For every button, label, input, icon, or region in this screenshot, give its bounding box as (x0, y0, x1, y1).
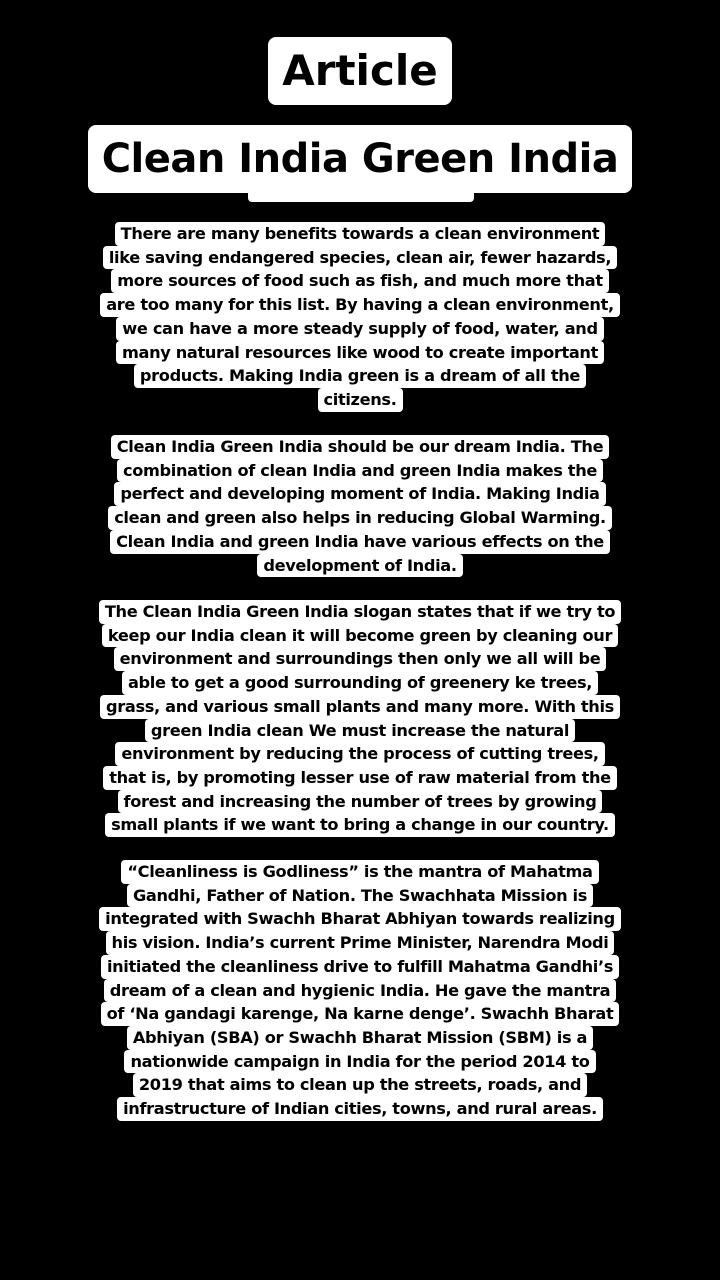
page-title (0, 125, 720, 193)
paragraph-line: able to get a good surrounding of greenery ke trees, (122, 671, 598, 695)
paragraph-line: “Cleanliness is Godliness” is the mantra of Mahatma (121, 860, 598, 884)
paragraph-line: we can have a more steady supply of food, water, and (116, 317, 603, 341)
paragraph-line: nationwide campaign in India for the period 2014 to (124, 1050, 595, 1074)
paragraph-line: keep our India clean it will become green by cleaning our (102, 624, 618, 648)
paragraph-line: dream of a clean and hygienic India. He gave the mantra (104, 979, 617, 1003)
article-label (0, 37, 720, 105)
paragraph-line: are too many for this list. By having a clean environment, (100, 293, 620, 317)
paragraph-3 (0, 600, 720, 837)
paragraph-line: like saving endangered species, clean air, fewer hazards, (103, 246, 617, 270)
paragraph-line: small plants if we want to bring a change in our country. (105, 813, 615, 837)
paragraph-line: Gandhi, Father of Nation. The Swachhata Mission is (127, 884, 593, 908)
paragraph-line: development of India. (257, 554, 462, 578)
paragraph-line: more sources of food such as fish, and much more that (111, 269, 608, 293)
paragraph-line: Clean India Green India should be our dream India. The (111, 435, 609, 459)
paragraph-line: initiated the cleanliness drive to fulfill Mahatma Gandhi’s (101, 955, 619, 979)
paragraph-line: infrastructure of Indian cities, towns, and rural areas. (117, 1097, 603, 1121)
page-title-text: Clean India Green India (88, 125, 633, 193)
paragraph-line: The Clean India Green India slogan states that if we try to (99, 600, 621, 624)
paragraph-line: forest and increasing the number of trees by growing (118, 790, 603, 814)
paragraph-line: of ‘Na gandagi karenge, Na karne denge’. Swachh Bharat (101, 1002, 620, 1026)
paragraph-1 (0, 222, 720, 412)
paragraph-line: citizens. (318, 388, 403, 412)
paragraph-line: combination of clean India and green India makes the (117, 459, 603, 483)
paragraph-line: his vision. India’s current Prime Minister, Narendra Modi (106, 931, 615, 955)
paragraph-line: integrated with Swachh Bharat Abhiyan towards realizing (99, 907, 621, 931)
article-label-text: Article (268, 37, 451, 105)
paragraph-line: environment and surroundings then only we all will be (114, 647, 607, 671)
paragraph-line: 2019 that aims to clean up the streets, roads, and (133, 1073, 587, 1097)
paragraph-4 (0, 860, 720, 1121)
paragraph-line: perfect and developing moment of India. Making India (114, 482, 605, 506)
paragraph-line: that is, by promoting lesser use of raw material from the (103, 766, 617, 790)
paragraph-2 (0, 435, 720, 577)
paragraph-line: environment by reducing the process of cutting trees, (115, 742, 604, 766)
paragraph-line: products. Making India green is a dream of all the (134, 364, 586, 388)
paragraph-line: clean and green also helps in reducing Global Warming. (108, 506, 612, 530)
paragraph-line: Clean India and green India have various effects on the (110, 530, 610, 554)
paragraph-line: Abhiyan (SBA) or Swachh Bharat Mission (SBM) is a (127, 1026, 593, 1050)
paragraph-line: grass, and various small plants and many more. With this (100, 695, 620, 719)
paragraph-line: many natural resources like wood to create important (116, 341, 604, 365)
paragraph-line: green India clean We must increase the natural (145, 719, 575, 743)
paragraph-line: There are many benefits towards a clean environment (115, 222, 606, 246)
